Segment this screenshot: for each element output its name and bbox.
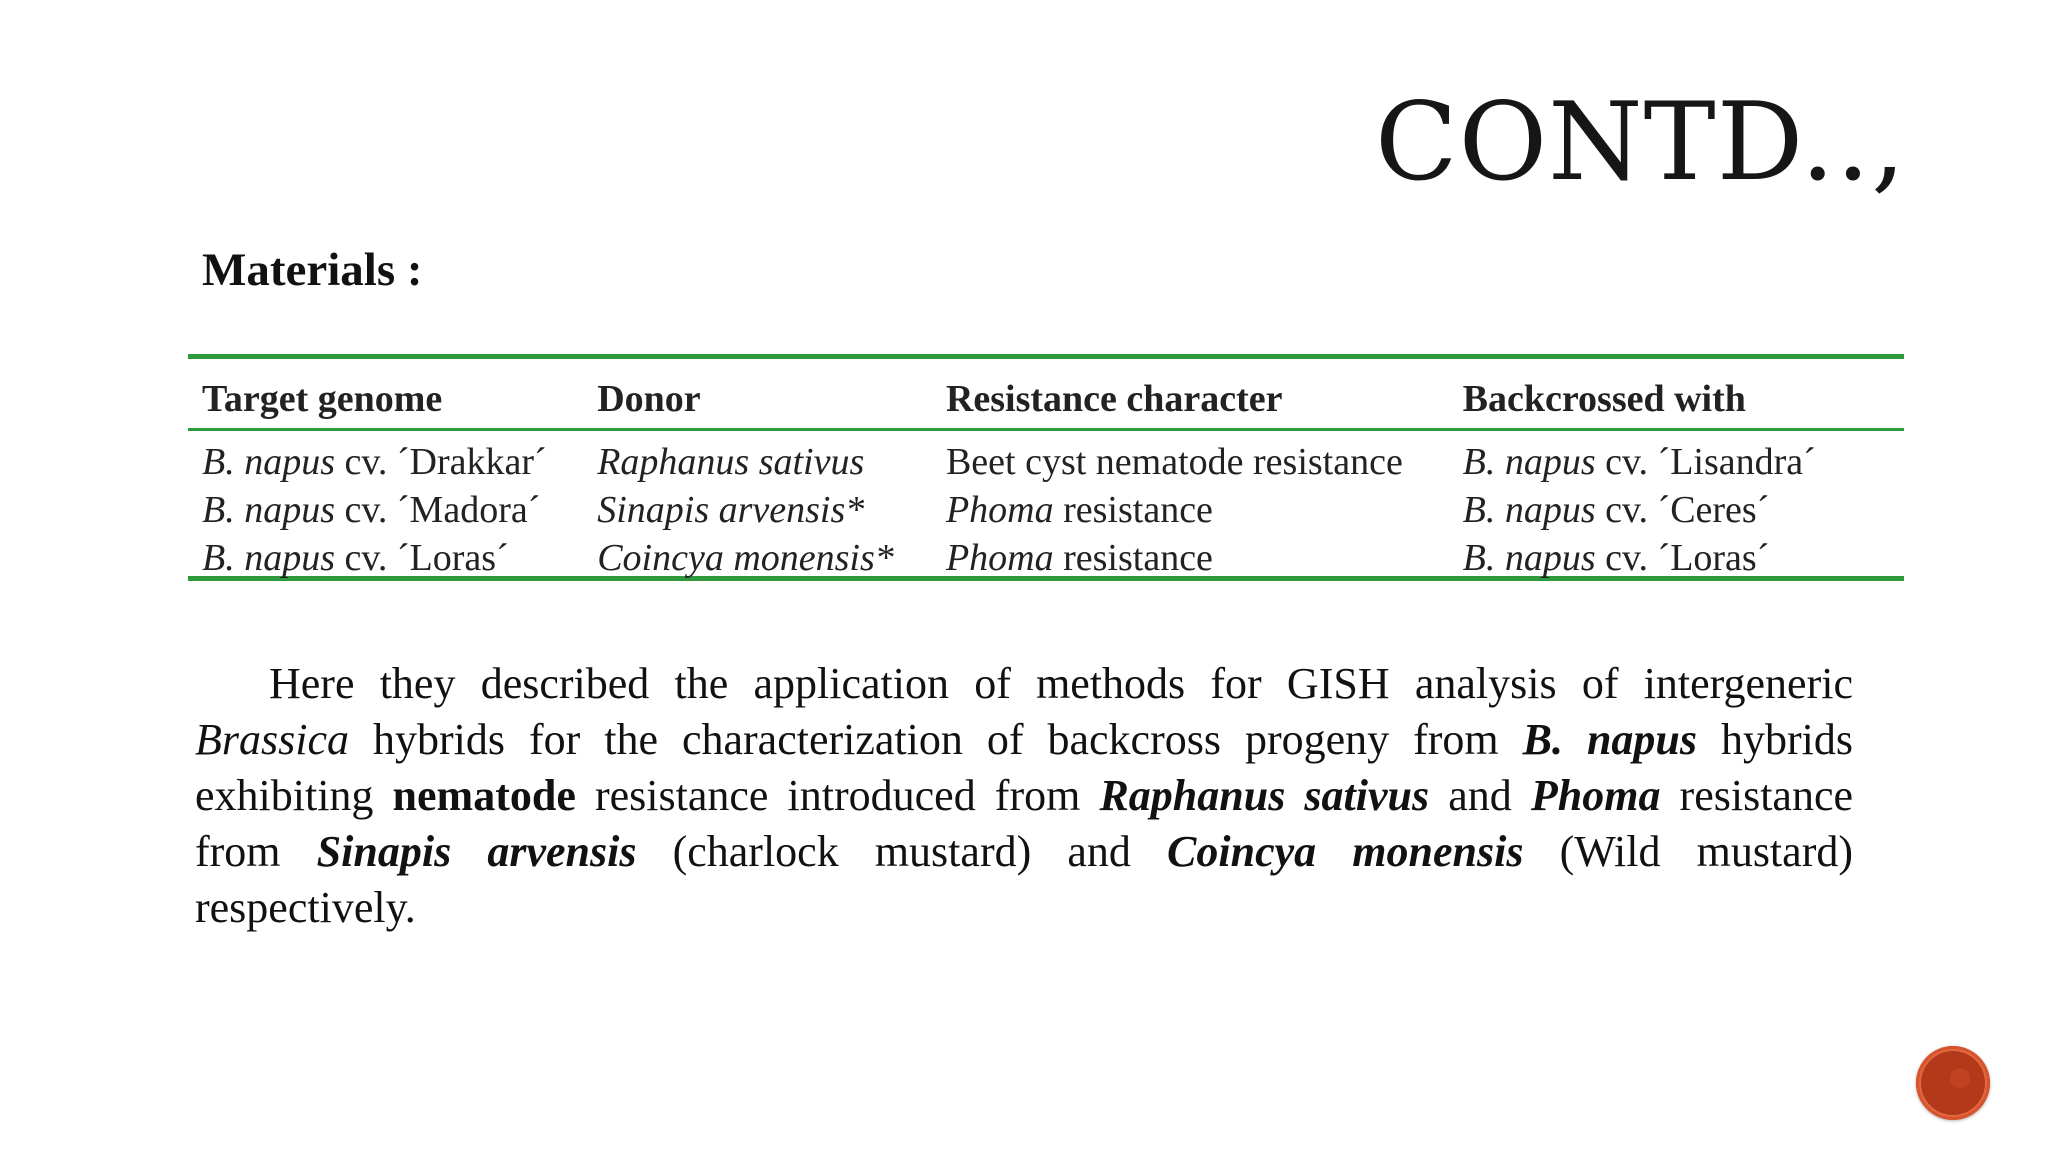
slide-nav-button[interactable]	[1916, 1046, 1990, 1120]
genus-name: Brassica	[195, 715, 349, 764]
cell-resistance	[932, 534, 1449, 582]
header-backcrossed-with: Backcrossed with	[1462, 378, 1746, 420]
materials-table-grid	[188, 366, 1904, 582]
header-resistance-character: Resistance character	[945, 378, 1283, 420]
table-top-rule	[188, 354, 1904, 359]
text-run: hybrids exhibiting	[195, 715, 1853, 820]
cultivar-name: cv. ´Drakkar´	[335, 441, 547, 483]
text-run: (Wild mustard) respectively.	[195, 827, 1853, 932]
species-name: Sinapis arvensis	[316, 827, 637, 876]
species-name: B. napus	[1462, 441, 1596, 483]
cell-target-genome	[188, 534, 583, 582]
cell-resistance	[932, 486, 1449, 534]
species-name: B. napus	[1522, 715, 1698, 764]
cultivar-name: cv. ´Lisandra´	[1595, 441, 1816, 483]
cell-resistance	[932, 432, 1449, 486]
cell-donor: Sinapis arvensis*	[597, 489, 865, 531]
header-donor: Donor	[597, 378, 701, 420]
text-run: hybrids for the characterization of backcross progeny from	[349, 715, 1523, 764]
species-name: B. napus	[1462, 537, 1596, 579]
circle-button-icon	[1916, 1046, 1990, 1120]
pathogen-name: Phoma	[945, 489, 1054, 531]
species-name: B. napus	[202, 489, 335, 531]
cell-backcross	[1449, 486, 1904, 534]
cell-donor: Coincya monensis*	[597, 537, 894, 579]
cultivar-name: cv. ´Loras´	[335, 537, 509, 579]
slide-title: CONTD..,	[1375, 80, 1907, 205]
pathogen-name: Phoma	[945, 537, 1054, 579]
cell-backcross	[1449, 534, 1904, 582]
table-header-row	[188, 366, 1904, 432]
pathogen-name: Phoma	[1530, 771, 1661, 820]
header-target-genome: Target genome	[202, 378, 443, 420]
cultivar-name: cv. ´Madora´	[335, 489, 541, 531]
cell-target-genome	[188, 486, 583, 534]
text-run: resistance introduced from	[575, 771, 1100, 820]
cell-backcross	[1449, 432, 1904, 486]
species-name: Coincya monensis	[1167, 827, 1524, 876]
species-name: B. napus	[1462, 489, 1596, 531]
cultivar-name: cv. ´Loras´	[1595, 537, 1770, 579]
text-run: resistance from	[195, 771, 1854, 876]
resistance-text: resistance	[1053, 537, 1213, 579]
table-row	[188, 486, 1904, 534]
cell-target-genome	[188, 432, 583, 486]
text-run: Here they described the application of methods for GISH analysis of intergeneric	[269, 659, 1853, 708]
table-row	[188, 534, 1904, 582]
resistance-text: Beet cyst nematode resistance	[945, 441, 1403, 483]
resistance-text: resistance	[1053, 489, 1213, 531]
species-name: B. napus	[202, 441, 335, 483]
text-run: (charlock mustard) and	[636, 827, 1168, 876]
text-run: and	[1429, 771, 1531, 820]
materials-heading: Materials :	[202, 244, 423, 296]
description-paragraph	[195, 656, 1853, 936]
emphasis-term: nematode	[392, 771, 576, 820]
table-row	[188, 432, 1904, 486]
cultivar-name: cv. ´Ceres´	[1595, 489, 1770, 531]
species-name: Raphanus sativus	[1099, 771, 1430, 820]
cell-donor: Raphanus sativus	[597, 441, 865, 483]
species-name: B. napus	[202, 537, 335, 579]
